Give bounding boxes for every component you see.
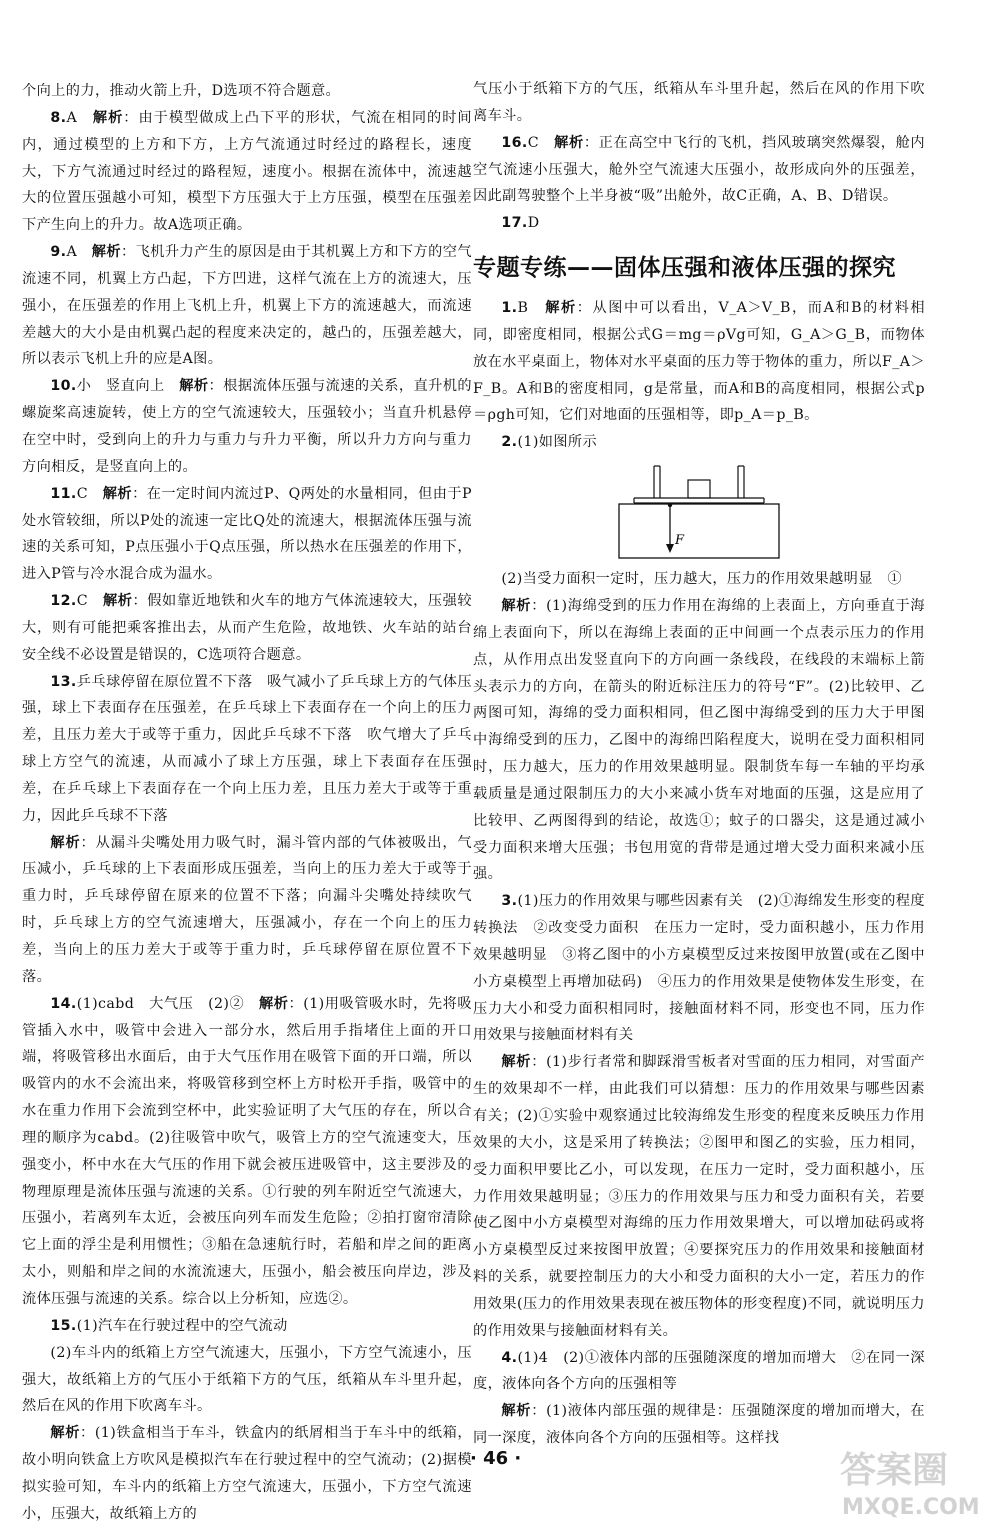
answer-11 (22, 481, 472, 588)
analysis-13 (22, 830, 472, 991)
question-number: 4. (501, 1349, 518, 1366)
analysis-label: 解析 (102, 593, 133, 610)
watermark-bottom-text: MXQE.COM (842, 1495, 980, 1520)
question-number: 17. (501, 215, 528, 232)
analysis-text: ：(1)液体内部压强的规律是：压强随深度的增加而增大，在同一深度，液体向各个方向的压强相等。这样找 (473, 1403, 925, 1447)
answer-16 (473, 130, 925, 211)
answer-text: (1)4 (2)①液体内部的压强随深度的增加而增大 ②在同一深度，液体向各个方向的压强相等 (473, 1349, 925, 1393)
sponge-block (619, 504, 779, 558)
topic-answer-2 (473, 429, 925, 456)
analysis-text: ：飞机升力产生的原因是由于其机翼上方和下方的空气流速不同，机翼上方凸起，下方凹进，这样气流在上方的流速大，压强小，在压强差的作用上飞机上升，机翼上下方的流速越大，而流速差越大的大小是由机翼凸起的程度来决定的，越凸的，压强差越大，所以表示飞机上升的应是A图。 (22, 244, 472, 368)
answer-10 (22, 373, 472, 480)
analysis-text: ：从图中可以看出，V_A＞V_B，而A和B的材料相同，即密度相同，根据公式G＝mg＝ρVg可知，G_A＞G_B，而物体放在水平桌面上，物体对水平桌面的压力等于物体的重力，所以F_A＞F_B。A和B的密度相同，g是常量，而A和B的高度相同，根据公式p＝ρgh可知，它们对地面的压强相等，即p_A＝p_B。 (473, 300, 925, 424)
question-number: 15. (50, 1317, 77, 1334)
page-number: · 46 · (470, 1448, 522, 1469)
answer-8 (22, 105, 472, 239)
question-number: 13. (50, 673, 77, 690)
analysis-label: 解析 (50, 834, 81, 851)
answer-choice: C (76, 593, 88, 610)
analysis-topic-3 (473, 1049, 925, 1344)
analysis-text: ：正在高空中飞行的飞机，挡风玻璃突然爆裂，舱内空气流速小压强大，舱外空气流速大压强小，故形成向外的压强差，因此副驾驶整个上半身被“吸”出舱外，故C正确，A、B、D错误。 (473, 134, 925, 205)
question-number: 9. (50, 244, 67, 261)
answer-text: (1)如图所示 (517, 434, 598, 451)
force-arrow (666, 503, 674, 553)
answer-text: 乒乓球停留在原位置不下落 吸气减小了乒乓球上方的气体压强，球上下表面存在压强差，在乒乓球上下表面存在一个向上的压力差，且压力差大于或等于重力，因此乒乓球不下落 吹气增大了乒乓球上方空气的流速，从而减小了球上方压强，球上下表面存在压强差，在乒乓球上下表面存在一个向上压力差，且压力差大于或等于重力，因此乒乓球不下落 (22, 673, 472, 824)
answer-choice: C (76, 485, 88, 502)
answer-12 (22, 588, 472, 669)
analysis-text: ：在一定时间内流过P、Q两处的水量相同，但由于P处水管较细，所以P处的流速一定比Q处的流速大，根据流体压强与流速的关系可知，P点压强小于Q点压强，所以热水在压强差的作用下，进入P管与冷水混合成为温水。 (22, 485, 472, 583)
answer-9 (22, 239, 472, 373)
answer-text: (1)汽车在行驶过程中的空气流动 (76, 1317, 288, 1334)
weight-block (688, 480, 710, 498)
analysis-label: 解析 (50, 1425, 81, 1442)
answer-choice: D (527, 215, 540, 232)
topic-answer-2-part2: (2)当受力面积一定时，压力越大，压力的作用效果越明显 ① (501, 571, 902, 588)
analysis-text: ：(1)步行者常和脚踩滑雪板者对雪面的压力相同，对雪面产生的效果却不一样，由此我们可以猜想：压力的作用效果与哪些因素有关；(2)①实验中观察通过比较海绵发生形变的程度来反映压力作用效果的大小，这是采用了转换法；②图甲和图乙的实验，压力相同，受力面积甲要比乙小，可以发现，在压力一定时，受力面积越小，压力作用效果越明显；③压力的作用效果与压力和受力面积有关，若要使乙图中小方桌模型对海绵的压力作用效果增大，可以增加砝码或将小方桌模型反过来按图甲放置；④要探究压力的作用效果和接触面材料的关系，就要控制压力的大小和受力面积的大小一定，若压力的作用效果(压力的作用效果表现在被压物体的形变程度)不同，就说明压力的作用效果与接触面材料有关。 (473, 1054, 925, 1339)
question-number: 8. (50, 109, 67, 126)
analysis-text: ：从漏斗尖嘴处用力吸气时，漏斗管内部的气体被吸出，气压减小，乒乓球的上下表面形成压强差，当向上的压力差大于或等于重力时，乒乓球停留在原来的位置不下落；向漏斗尖嘴处持续吹气时，乒乓球上方的空气流速增大，压强减小，存在一个向上的压力差，当向上的压力差大于或等于重力时，乒乓球停留在原位置不下落。 (22, 834, 472, 985)
answer-text: (1)cabd 大气压 (2)② (76, 995, 245, 1012)
analysis-text: ：(1)铁盒相当于车斗，铁盒内的纸屑相当于车斗中的纸箱，故小明向铁盒上方吹风是模拟汽车在行驶过程中的空气流动；(2)据模拟实验可知，车斗内的纸箱上方空气流速大，压强小，下方空气流速小，压强大，故纸箱上方的 (22, 1425, 472, 1522)
analysis-label: 解析 (501, 1403, 532, 1420)
analysis-label: 解析 (91, 244, 122, 261)
answer-choice: A (66, 244, 78, 261)
analysis-label: 解析 (102, 485, 133, 502)
analysis-label: 解析 (545, 300, 577, 317)
question-number: 3. (501, 893, 518, 910)
answer-14 (22, 991, 472, 1313)
analysis-label: 解析 (259, 995, 289, 1012)
answer-15 (22, 1313, 472, 1340)
question-number: 10. (50, 378, 77, 395)
question-number: 1. (501, 300, 518, 317)
question-number: 12. (50, 593, 77, 610)
answer-text: (1)压力的作用效果与哪些因素有关 (2)①海绵发生形变的程度 转换法 ②改变受力面积 在压力一定时，受力面积越小，压力作用效果越明显 ③将乙图中的小方桌模型反过来按图甲放置(或在乙图中小方桌模型上再增加砝码) ④压力的作用效果是使物体发生形变，在压力大小和受力面积相同时，接触面材料不同，形变也不同，压力作用效果与接触面材料有关 (473, 893, 940, 1044)
answer-choice: B (517, 300, 529, 317)
topic-answer-1 (473, 295, 925, 429)
analysis-label: 解析 (554, 134, 584, 151)
continuation-line: 气压小于纸箱下方的气压，纸箱从车斗里升起，然后在风的作用下吹离车斗。 (473, 81, 925, 124)
answer-15-part2: (2)车斗内的纸箱上方空气流速大，压强小，下方空气流速小，压强大，故纸箱上方的气压小于纸箱下方的气压，纸箱从车斗里升起，然后在风的作用下吹离车斗。 (22, 1344, 472, 1415)
analysis-text: ：(1)用吸管吸水时，先将吸管插入水中，吸管中会进入一部分水，然后用手指堵住上面的开口端，将吸管移出水面后，由于大气压作用在吸管下面的开口端，所以吸管内的水不会流出来，将吸管移到空杯上方时松开手指，吸管中的水在重力作用下会流到空杯中，此实验证明了大气压的存在，所以合理的顺序为cabd。(2)往吸管中吹气，吸管上方的空气流速变大，压强变小，杯中水在大气压的作用下就会被压进吸管中，这主要涉及的物理原理是流体压强与流速的关系。①行驶的列车附近空气流速大，压强小，若离列车太近，会被压向列车而发生危险；②拍打窗帘清除它上面的浮尘是利用惯性；③船在急速航行时，若船和岸之间的距离太小，则船和岸之间的水流流速大，压强小，船会被压向岸边，涉及流体压强与流速的关系。综合以上分析知，应选②。 (22, 995, 472, 1307)
analysis-label: 解析 (501, 1054, 532, 1071)
topic-answer-4 (473, 1345, 925, 1399)
analysis-label: 解析 (179, 378, 209, 395)
analysis-text: ：假如靠近地铁和火车的地方气体流速较大，压强较大，则有可能把乘客推出去，从而产生危险，故地铁、火车站的站台安全线不必设置是错误的，C选项符合题意。 (22, 593, 472, 663)
question-number: 14. (50, 995, 77, 1012)
analysis-label: 解析 (501, 597, 532, 614)
analysis-label: 解析 (92, 109, 124, 126)
analysis-text: ：由于模型做成上凸下平的形状，气流在相同的时间内，通过模型的上方和下方，上方气流通过时经过的路程长，速度大，下方气流通过时经过的路程短，速度小。根据在流体中，流速越大的位置压强越小可知，模型下方压强大于上方压强，模型在压强差下产生向上的升力。故A选项正确。 (22, 109, 472, 234)
question-number: 2. (501, 434, 518, 451)
answer-text: 小 竖直向上 (76, 378, 165, 395)
force-diagram (614, 460, 784, 560)
question-number: 16. (501, 134, 528, 151)
answer-13 (22, 669, 472, 830)
topic-answer-3 (473, 888, 940, 1049)
left-column (22, 78, 472, 1528)
analysis-topic-2 (473, 593, 925, 888)
right-column (473, 76, 940, 1452)
section-title: 专题专练——固体压强和液体压强的探究 (473, 255, 896, 282)
force-label: F (675, 533, 685, 549)
watermark-logo (836, 1440, 996, 1522)
intro-line: 个向上的力，推动火箭上升，D选项不符合题意。 (22, 83, 341, 99)
analysis-15 (22, 1420, 472, 1527)
analysis-text: ：(1)海绵受到的压力作用在海绵的上表面上，方向垂直于海绵上表面向下，所以在海绵上表面的正中间画一个点表示压力的作用点，从作用点出发竖直向下的方向画一条线段，在线段的末端标上箭头表示力的方向，在箭头的附近标注压力的符号“F”。(2)比较甲、乙两图可知，海绵的受力面积相同，但乙图中海绵受到的压力大于甲图中海绵受到的压力，乙图中的海绵凹陷程度大，说明在受力面积相同时，压力越大，压力的作用效果越明显。限制货车每一车轴的平均承载质量是通过限制压力的大小来减小货车对地面的压强，这是应用了比较甲、乙两图得到的结论，故选①；蚊子的口器尖，这是通过减小受力面积来增大压强；书包用宽的背带是通过增大受力面积来减小压强。 (473, 597, 925, 883)
watermark-top-text: 答案圈 (840, 1450, 949, 1491)
answer-17 (473, 210, 925, 237)
analysis-text: ：根据流体压强与流速的关系，直升机的螺旋桨高速旋转，使上方的空气流速较大，压强较小；当直升机悬停在空中时，受到向上的升力与重力与升力平衡，所以升力方向与重力方向相反，是竖直向上的。 (22, 378, 472, 475)
answer-choice: C (527, 134, 539, 151)
answer-choice: A (66, 109, 78, 126)
question-number: 11. (50, 485, 77, 502)
